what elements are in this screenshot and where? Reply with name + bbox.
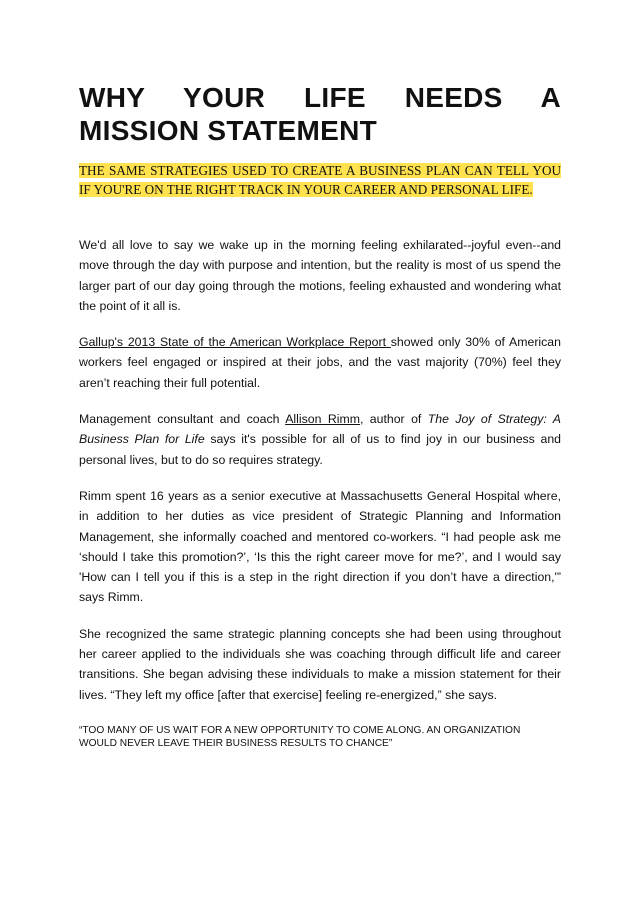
pull-quote: “TOO MANY OF US WAIT FOR A NEW OPPORTUNITY TO COME ALONG. AN ORGANIZATION WOULD NEVER LEAVE THEIR BUSINESS RESULTS TO CHANCE” xyxy=(79,724,521,749)
paragraph-rimm-mid: , author of xyxy=(359,412,428,427)
paragraph-gallup xyxy=(79,332,561,393)
paragraph-mission: She recognized the same strategic planning concepts she had been using throughout her career applied to the individuals she was coaching through difficult life and career transitions. She began advising these individuals to make a mission statement for their lives. “They left my office [after that exercise] feeling re-energized,” she says. xyxy=(79,626,561,702)
book-title: The Joy of Strategy: A Business Plan for Life xyxy=(79,412,561,447)
highlighted-subtitle-text: THE SAME STRATEGIES USED TO CREATE A BUSINESS PLAN CAN TELL YOU IF YOU'RE ON THE RIGHT TRACK IN YOUR CAREER AND PERSONAL LIFE. xyxy=(79,163,561,197)
paragraph-gallup-text: showed only 30% of American workers feel engaged or inspired at their jobs, and the vast majority (70%) feel they aren’t reaching their full potential. xyxy=(79,335,561,390)
article-subtitle xyxy=(79,161,561,199)
paragraph-rimm-career: Rimm spent 16 years as a senior executive at Massachusetts General Hospital where, in addition to her duties as vice president of Strategic Planning and Information Management, she informally coached and mentored co-workers. “I had people ask me ‘should I take this promotion?’, ‘Is this the right career move for me?’, and I would say 'How can I tell you if this is a step in the right direction if you don’t have a direction,'” says Rimm. xyxy=(79,488,561,605)
paragraph-rimm-post: says it's possible for all of us to find joy in our business and personal lives, but to do so requires strategy. xyxy=(79,432,562,467)
gallup-report-link[interactable]: Gallup's 2013 State of the American Workplace Report xyxy=(79,335,391,350)
allison-rimm-link[interactable]: Allison Rimm xyxy=(285,412,360,427)
paragraph-intro: We'd all love to say we wake up in the morning feeling exhilarated--joyful even--and move through the day with purpose and intention, but the reality is most of us spend the larger part of our day going through the motions, feeling exhausted and wondering what the point of it all is. xyxy=(79,238,561,313)
paragraph-rimm-pre: Management consultant and coach xyxy=(79,412,286,427)
article-title: WHY YOUR LIFE NEEDS A MISSION STATEMENT xyxy=(79,82,561,146)
paragraph-rimm-intro xyxy=(79,409,561,470)
article-body xyxy=(79,81,561,760)
